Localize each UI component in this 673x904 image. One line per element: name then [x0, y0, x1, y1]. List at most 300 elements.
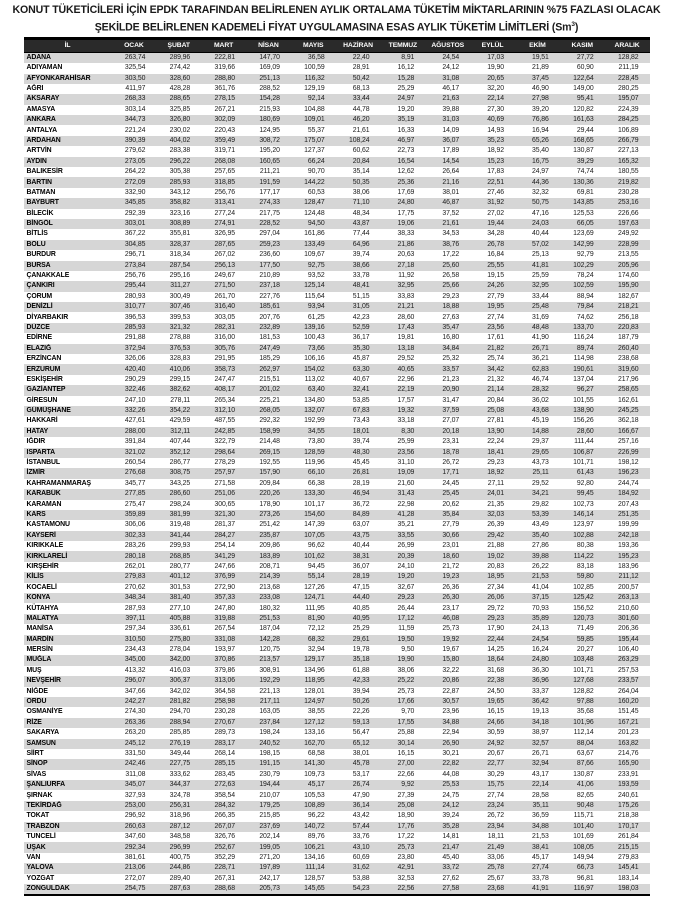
value-cell: 35,30 — [352, 344, 370, 352]
value-cell: 211,21 — [259, 168, 280, 176]
value-cell: 211,19 — [618, 64, 639, 72]
value-cell: 27,79 — [487, 292, 504, 300]
value-cell: 46,90 — [532, 84, 549, 92]
value-cell: 26,78 — [487, 240, 504, 248]
value-cell: 341,44 — [169, 531, 191, 539]
province-cell: IĞDIR — [26, 438, 46, 446]
value-cell: 32,22 — [442, 666, 460, 674]
table-row — [24, 52, 650, 63]
province-cell: ÇORUM — [26, 292, 53, 300]
value-cell: 249,92 — [618, 230, 639, 238]
value-cell: 29,82 — [532, 500, 549, 508]
value-cell: 213,68 — [259, 583, 280, 591]
value-cell: 410,06 — [169, 365, 191, 373]
table-row — [24, 146, 650, 156]
value-cell: 28,58 — [532, 791, 549, 799]
value-cell: 14,09 — [442, 126, 460, 134]
value-cell: 15,75 — [487, 781, 504, 789]
value-cell: 209,84 — [259, 479, 280, 487]
value-cell: 92,75 — [307, 261, 325, 269]
value-cell: 271,58 — [214, 479, 235, 487]
province-cell: GÜMÜŞHANE — [26, 407, 71, 415]
value-cell: 45,17 — [307, 781, 325, 789]
value-cell: 60,69 — [352, 853, 370, 861]
value-cell: 182,67 — [618, 292, 639, 300]
value-cell: 101,96 — [573, 718, 594, 726]
value-cell: 294,70 — [169, 708, 191, 716]
value-cell: 224,39 — [618, 105, 639, 113]
province-cell: SİVAS — [26, 770, 47, 778]
value-cell: 95,41 — [576, 95, 594, 103]
value-cell: 268,14 — [214, 749, 235, 757]
value-cell: 332,90 — [124, 188, 146, 196]
value-cell: 57,02 — [532, 240, 549, 248]
value-cell: 333,62 — [169, 770, 191, 778]
value-cell: 321,30 — [214, 511, 235, 518]
value-cell: 124,71 — [304, 594, 325, 602]
value-cell: 38,76 — [442, 240, 460, 248]
province-cell: MERSİN — [26, 646, 53, 654]
value-cell: 285,93 — [169, 178, 191, 186]
value-cell: 209,86 — [259, 542, 280, 550]
value-cell: 308,91 — [259, 666, 280, 674]
value-cell: 43,68 — [532, 407, 549, 415]
value-cell: 32,20 — [487, 84, 504, 92]
table-row — [24, 292, 650, 302]
value-cell: 89,76 — [307, 833, 325, 841]
value-cell: 381,61 — [124, 853, 146, 861]
table-row — [24, 354, 650, 364]
value-cell: 260,40 — [618, 344, 639, 352]
table-row — [24, 250, 650, 260]
value-cell: 140,72 — [304, 822, 325, 830]
value-cell: 344,37 — [169, 781, 191, 789]
province-cell: BİLECİK — [26, 209, 54, 217]
value-cell: 48,41 — [352, 282, 370, 290]
value-cell: 83,18 — [576, 562, 594, 570]
value-cell: 33,06 — [487, 853, 504, 861]
column-header-il: İL — [24, 38, 112, 52]
value-cell: 26,90 — [442, 739, 460, 747]
value-cell: 213,55 — [618, 251, 639, 259]
value-cell: 124,95 — [259, 126, 280, 134]
value-cell: 21,32 — [487, 375, 504, 383]
value-cell: 102,85 — [573, 583, 594, 591]
value-cell: 283,17 — [214, 739, 235, 747]
value-cell: 106,21 — [304, 843, 325, 851]
value-cell: 272,63 — [214, 781, 235, 789]
value-cell: 102,88 — [573, 531, 594, 539]
value-cell: 133,16 — [304, 729, 325, 737]
value-cell: 17,57 — [397, 396, 415, 404]
value-cell: 288,65 — [169, 95, 191, 103]
value-cell: 26,06 — [487, 594, 504, 602]
value-cell: 39,29 — [576, 157, 594, 165]
value-cell: 201,23 — [618, 729, 639, 737]
value-cell: 9,50 — [401, 646, 415, 654]
table-row — [24, 240, 650, 250]
value-cell: 40,65 — [397, 365, 415, 373]
column-header-mart: MART — [201, 38, 246, 52]
value-cell: 127,26 — [304, 583, 325, 591]
value-cell: 14,25 — [487, 646, 504, 654]
province-cell: AĞRI — [26, 84, 44, 92]
value-cell: 31,47 — [442, 396, 460, 404]
value-cell: 24,97 — [397, 95, 415, 103]
value-cell: 198,24 — [259, 729, 280, 737]
table-row — [24, 396, 650, 406]
table-row — [24, 739, 650, 749]
value-cell: 35,40 — [532, 147, 549, 155]
province-cell: MUĞLA — [26, 656, 52, 664]
value-cell: 69,81 — [576, 188, 594, 196]
value-cell: 66,38 — [307, 479, 325, 487]
value-cell: 137,04 — [573, 375, 594, 383]
province-cell: KÜTAHYA — [26, 604, 59, 612]
value-cell: 276,68 — [124, 469, 146, 477]
value-cell: 30,21 — [442, 749, 460, 757]
value-cell: 311,08 — [125, 770, 146, 778]
table-row — [24, 749, 650, 759]
table-row — [24, 520, 650, 530]
value-cell: 16,33 — [397, 126, 415, 134]
value-cell: 32,32 — [532, 188, 549, 196]
value-cell: 192,29 — [259, 677, 280, 685]
value-cell: 202,14 — [259, 833, 280, 841]
table-row — [24, 780, 650, 790]
value-cell: 41,90 — [532, 334, 549, 342]
value-cell: 50,26 — [352, 698, 370, 706]
value-cell: 258,98 — [214, 698, 235, 706]
value-cell: 19,78 — [352, 646, 370, 654]
value-cell: 23,01 — [442, 542, 460, 550]
value-cell: 133,30 — [304, 490, 325, 498]
value-cell: 295,16 — [169, 272, 191, 280]
value-cell: 280,25 — [618, 84, 639, 92]
value-cell: 109,67 — [304, 251, 325, 259]
value-cell: 34,88 — [532, 822, 549, 830]
value-cell: 127,68 — [573, 677, 594, 685]
value-cell: 285,15 — [214, 760, 235, 768]
value-cell: 429,59 — [169, 417, 191, 425]
value-cell: 306,06 — [124, 521, 146, 529]
value-cell: 130,87 — [573, 147, 594, 155]
value-cell: 44,78 — [352, 105, 370, 113]
value-cell: 25,59 — [532, 272, 549, 280]
value-cell: 106,40 — [618, 646, 639, 654]
value-cell: 50,75 — [532, 199, 549, 207]
value-cell: 20,63 — [397, 251, 415, 259]
value-cell: 291,95 — [214, 355, 235, 363]
value-cell: 17,55 — [397, 718, 415, 726]
value-cell: 234,43 — [124, 646, 146, 654]
value-cell: 319,66 — [214, 64, 235, 72]
table-row — [24, 697, 650, 707]
value-cell: 228,99 — [618, 240, 639, 248]
value-cell: 36,17 — [352, 334, 370, 342]
value-cell: 187,79 — [618, 334, 639, 342]
value-cell: 247,66 — [214, 562, 235, 570]
value-cell: 325,54 — [124, 64, 146, 72]
value-cell: 125,42 — [573, 594, 594, 602]
value-cell: 33,44 — [532, 292, 549, 300]
value-cell: 16,84 — [487, 251, 504, 259]
value-cell: 44,40 — [352, 594, 370, 602]
value-cell: 65,12 — [352, 739, 370, 747]
value-cell: 372,94 — [124, 344, 146, 352]
province-cell: MALATYA — [26, 614, 59, 622]
value-cell: 78,24 — [576, 272, 594, 280]
value-cell: 192,99 — [304, 417, 325, 425]
value-cell: 283,38 — [169, 147, 191, 155]
value-cell: 66,73 — [576, 864, 594, 872]
value-cell: 15,80 — [442, 656, 460, 664]
value-cell: 308,72 — [259, 136, 280, 144]
value-cell: 17,61 — [487, 334, 504, 342]
value-cell: 27,63 — [442, 313, 460, 321]
value-cell: 359,89 — [124, 511, 146, 518]
value-cell: 44,36 — [532, 178, 549, 186]
value-cell: 43,75 — [352, 531, 370, 539]
province-cell: HATAY — [26, 427, 49, 435]
value-cell: 256,76 — [214, 188, 235, 196]
value-cell: 355,81 — [169, 230, 191, 238]
table-row — [24, 198, 650, 208]
value-cell: 331,08 — [214, 635, 235, 643]
value-cell: 60,62 — [352, 147, 370, 155]
value-cell: 134,16 — [304, 853, 325, 861]
value-cell: 38,01 — [442, 188, 460, 196]
value-cell: 267,07 — [214, 822, 235, 830]
province-cell: ISPARTA — [26, 448, 56, 456]
value-cell: 303,14 — [124, 105, 146, 113]
value-cell: 26,71 — [532, 749, 549, 757]
value-cell: 268,08 — [214, 157, 235, 165]
value-cell: 266,35 — [214, 812, 235, 820]
value-cell: 288,80 — [214, 74, 235, 82]
value-cell: 206,36 — [618, 625, 639, 633]
value-cell: 358,54 — [214, 791, 235, 799]
value-cell: 220,26 — [259, 490, 280, 498]
province-cell: ZONGULDAK — [26, 885, 70, 893]
value-cell: 146,14 — [573, 511, 594, 518]
value-cell: 53,17 — [352, 770, 370, 778]
value-cell: 145,65 — [304, 885, 325, 893]
value-cell: 56,47 — [352, 729, 370, 737]
value-cell: 133,49 — [304, 240, 325, 248]
value-cell: 94,45 — [307, 562, 325, 570]
value-cell: 364,58 — [214, 687, 235, 695]
value-cell: 180,69 — [259, 116, 280, 124]
value-cell: 46,97 — [397, 136, 415, 144]
value-cell: 287,63 — [169, 885, 191, 893]
value-cell: 26,30 — [442, 594, 460, 602]
value-cell: 47,16 — [532, 209, 549, 217]
value-cell: 345,85 — [124, 199, 146, 207]
value-cell: 92,79 — [576, 251, 594, 259]
value-cell: 149,94 — [573, 853, 594, 861]
value-cell: 311,27 — [170, 282, 191, 290]
value-cell: 277,10 — [169, 604, 191, 612]
value-cell: 228,45 — [618, 74, 639, 82]
value-cell: 142,99 — [573, 240, 594, 248]
value-cell: 358,73 — [214, 365, 235, 373]
value-cell: 247,10 — [124, 396, 146, 404]
value-cell: 303,01 — [124, 220, 146, 228]
value-cell: 194,44 — [259, 781, 280, 789]
value-cell: 31,69 — [532, 313, 549, 321]
value-cell: 181,53 — [259, 334, 280, 342]
value-cell: 31,43 — [397, 490, 415, 498]
value-cell: 240,61 — [618, 791, 639, 799]
value-cell: 257,16 — [618, 438, 639, 446]
table-row — [24, 479, 650, 489]
value-cell: 345,00 — [124, 656, 146, 664]
value-cell: 19,23 — [442, 573, 460, 581]
value-cell: 35,11 — [532, 801, 549, 809]
value-cell: 218,38 — [618, 812, 639, 820]
value-cell: 59,80 — [576, 573, 594, 581]
value-cell: 157,90 — [259, 469, 280, 477]
value-cell: 251,42 — [259, 521, 280, 529]
value-cell: 33,18 — [397, 417, 415, 425]
value-cell: 14,93 — [487, 126, 504, 134]
value-cell: 25,32 — [442, 355, 460, 363]
value-cell: 93,94 — [307, 303, 325, 311]
value-cell: 37,15 — [532, 594, 549, 602]
value-cell: 133,70 — [573, 323, 594, 331]
value-cell: 55,37 — [307, 126, 325, 134]
value-cell: 24,12 — [442, 801, 460, 809]
province-cell: ORDU — [26, 698, 47, 706]
value-cell: 245,25 — [618, 407, 639, 415]
value-cell: 19,92 — [442, 635, 460, 643]
value-cell: 326,80 — [169, 116, 191, 124]
value-cell: 13,90 — [487, 427, 504, 435]
value-cell: 128,57 — [304, 874, 325, 882]
value-cell: 17,75 — [397, 209, 415, 217]
value-cell: 66,10 — [307, 469, 325, 477]
table-row — [24, 624, 650, 634]
value-cell: 21,61 — [352, 126, 370, 134]
value-cell: 21,88 — [487, 542, 504, 550]
value-cell: 97,88 — [576, 698, 594, 706]
value-cell: 328,37 — [169, 240, 191, 248]
value-cell: 228,71 — [214, 864, 235, 872]
province-cell: ANKARA — [26, 116, 56, 124]
province-cell: BURSA — [26, 261, 51, 269]
value-cell: 109,73 — [304, 770, 325, 778]
value-cell: 44,08 — [442, 770, 460, 778]
value-cell: 25,73 — [397, 687, 415, 695]
value-cell: 72,12 — [307, 625, 325, 633]
value-cell: 407,44 — [169, 438, 191, 446]
value-cell: 116,24 — [573, 334, 594, 342]
value-cell: 347,66 — [124, 687, 146, 695]
value-cell: 303,05 — [214, 313, 235, 321]
value-cell: 39,20 — [532, 105, 549, 113]
value-cell: 325,85 — [169, 105, 191, 113]
value-cell: 29,23 — [487, 614, 504, 622]
value-cell: 278,04 — [169, 646, 191, 654]
value-cell: 343,12 — [169, 188, 191, 196]
page-title-line1: KONUT TÜKETİCİLERİ İÇİN EPDK TARAFINDAN BELİRLENEN AYLIK ORTALAMA TÜKETİM MİKTARLARININ %75 FAZLASI OLACAK — [12, 4, 661, 16]
value-cell: 487,55 — [214, 417, 235, 425]
value-cell: 129,17 — [304, 656, 325, 664]
value-cell: 391,84 — [124, 438, 146, 446]
table-row — [24, 687, 650, 697]
value-cell: 272,07 — [124, 874, 146, 882]
value-cell: 61,43 — [576, 469, 594, 477]
value-cell: 184,92 — [618, 490, 639, 498]
value-cell: 27,81 — [487, 417, 504, 425]
value-cell: 19,81 — [397, 334, 415, 342]
value-cell: 23,24 — [487, 801, 504, 809]
value-cell: 328,60 — [169, 74, 191, 82]
value-cell: 27,30 — [487, 105, 504, 113]
province-cell: VAN — [26, 853, 41, 861]
value-cell: 35,68 — [576, 708, 594, 716]
value-cell: 96,22 — [307, 812, 325, 820]
value-cell: 21,16 — [442, 178, 460, 186]
value-cell: 245,12 — [124, 739, 146, 747]
province-cell: BİTLİS — [26, 230, 48, 238]
value-cell: 345,77 — [124, 479, 146, 487]
value-cell: 39,88 — [532, 552, 549, 560]
value-cell: 29,52 — [397, 355, 415, 363]
value-cell: 413,32 — [124, 666, 146, 674]
value-cell: 284,27 — [214, 531, 235, 539]
value-cell: 55,14 — [307, 573, 325, 581]
value-cell: 17,22 — [442, 251, 460, 259]
value-cell: 74,74 — [576, 168, 594, 176]
value-cell: 221,24 — [124, 126, 146, 134]
value-cell: 405,88 — [169, 614, 191, 622]
value-cell: 17,66 — [397, 698, 415, 706]
province-cell: ADANA — [26, 53, 51, 61]
value-cell: 288,68 — [214, 885, 235, 893]
value-cell: 242,46 — [124, 760, 146, 768]
value-cell: 296,92 — [124, 812, 146, 820]
value-cell: 18,88 — [442, 303, 460, 311]
value-cell: 142,28 — [259, 635, 280, 643]
value-cell: 8,30 — [401, 427, 415, 435]
value-cell: 318,96 — [169, 812, 191, 820]
province-cell: HAKKARİ — [26, 417, 58, 425]
value-cell: 400,75 — [169, 853, 191, 861]
value-cell: 156,52 — [573, 604, 594, 612]
province-cell: AFYONKARAHİSAR — [26, 74, 91, 82]
table-row — [24, 489, 650, 499]
value-cell: 177,50 — [259, 261, 280, 269]
table-row — [24, 375, 650, 385]
value-cell: 195,44 — [618, 635, 639, 643]
value-cell: 123,97 — [573, 521, 594, 529]
province-cell: TOKAT — [26, 812, 50, 820]
value-cell: 18,11 — [487, 833, 504, 841]
value-cell: 289,40 — [169, 874, 191, 882]
province-cell: KIRŞEHİR — [26, 562, 59, 570]
value-cell: 41,81 — [532, 261, 549, 269]
value-cell: 40,44 — [352, 542, 370, 550]
value-cell: 29,72 — [487, 604, 504, 612]
value-cell: 289,73 — [214, 729, 235, 737]
province-cell: RİZE — [26, 718, 42, 726]
value-cell: 100,59 — [304, 64, 325, 72]
value-cell: 22,40 — [352, 53, 370, 61]
value-cell: 265,34 — [214, 396, 235, 404]
value-cell: 35,23 — [487, 136, 504, 144]
